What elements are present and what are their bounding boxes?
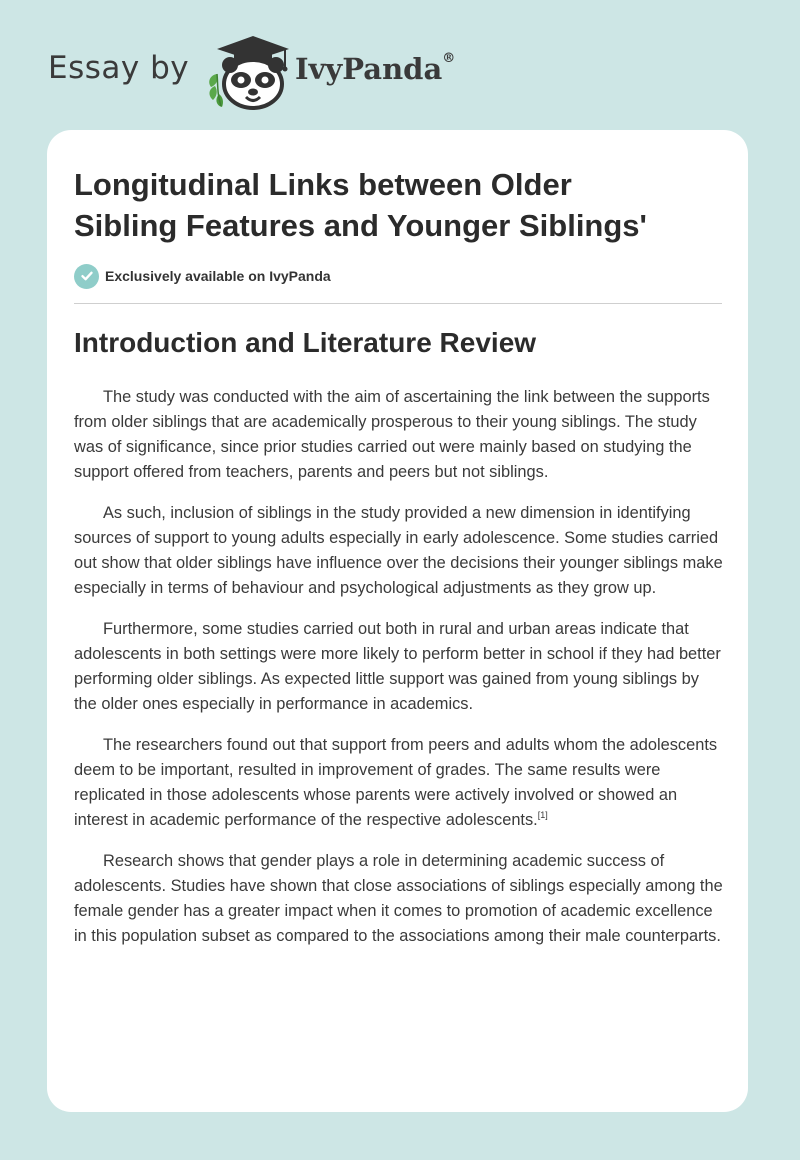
essay-card [47, 130, 748, 1112]
site-header [48, 30, 548, 110]
check-circle-icon [74, 264, 99, 289]
exclusive-badge [74, 263, 331, 289]
divider [74, 303, 722, 304]
footnote-ref[interactable]: [1] [537, 810, 548, 820]
essay-by-label: Essay by [48, 50, 190, 86]
paragraph-5: Research shows that gender plays a role in determining academic success of adolescents. Studies have shown that close associations of siblings especially among the female gender has a greater impact when it comes to promotion of academic excellence in this population subset as compared to the associations among their male counterparts. [74, 852, 723, 945]
brand-name[interactable]: IvyPanda® [295, 51, 456, 86]
section-heading: Introduction and Literature Review [74, 327, 537, 358]
paragraph-2: As such, inclusion of siblings in the study provided a new dimension in identifying sources of support to young adults especially in early adolescence. Some studies carried out show that older siblings have influence over the decisions their younger siblings make especially in terms of behaviour and psychological adjustments as they grow up. [74, 504, 723, 597]
essay-title [74, 164, 724, 246]
essay-body [74, 385, 726, 965]
essay-title-line-2: Sibling Features and Younger Siblings' [74, 208, 647, 243]
essay-title-line-1: Longitudinal Links between Older [74, 167, 572, 202]
paragraph-4-text: The researchers found out that support from peers and adults whom the adolescents deem to be important, resulted in improvement of grades. The same results were replicated in those adolescents whose parents were actively involved or showed an interest in academic performance of the respective adolescents. [74, 736, 718, 829]
paragraph-1: The study was conducted with the aim of ascertaining the link between the supports from older siblings that are academically prosperous to their young siblings. The study was of significance, since prior studies carried out were mainly based on studying the support offered from teachers, parents and peers but not siblings. [74, 388, 710, 481]
ivy-leaf-icon [209, 74, 223, 107]
exclusive-label: Exclusively available on IvyPanda [105, 268, 331, 284]
paragraph-4 [74, 733, 726, 833]
registered-mark: ® [442, 51, 456, 67]
paragraph-3: Furthermore, some studies carried out both in rural and urban areas indicate that adolescents in both settings were more likely to perform better in school if they had better performing older siblings. As expected little support was gained from young siblings by the older ones especially in performance in academics. [74, 620, 721, 713]
panda-graduate-icon[interactable] [203, 34, 293, 110]
